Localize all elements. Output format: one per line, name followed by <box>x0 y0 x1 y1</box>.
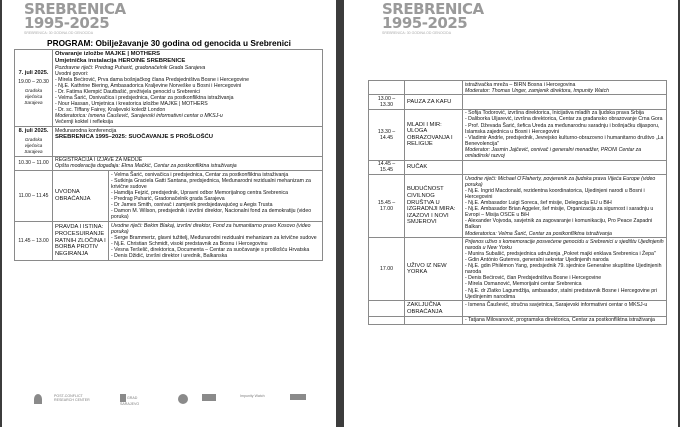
cell-place: Gradska vijećnica Sarajeva <box>24 136 43 154</box>
schedule-time-cell: 13.30 – 14.45 <box>369 109 405 160</box>
session-details-cell <box>463 95 667 109</box>
schedule-line: - Nj.E. Ambasador Luigi Soreca, šef misije, Delegacija EU u BiH <box>465 200 612 207</box>
schedule-row <box>15 50 323 127</box>
schedule-line: - Tatjana Milovanović, programska direktorica, Centar za postkonfliktna istraživanja <box>465 317 655 324</box>
schedule-row <box>369 301 667 316</box>
schedule-time-cell <box>15 156 53 170</box>
schedule-line: - Denis Bećirović, član Predsjedništva Bosne i Hercegovine <box>465 275 602 282</box>
schedule-line: - Dr. Fatima Klempić Dautbašić, preživjela genocid u Srebrenici <box>55 88 201 95</box>
sarajevo-city-logo <box>120 394 150 406</box>
schedule-line: - Hamdija Fejzić, predsjednik, Upravni odbor Memorijalnog centra Srebrenica <box>111 189 289 196</box>
session-title-cell: RUČAK <box>405 160 463 174</box>
schedule-line: SREBRENICA 1995–2025: SUOČAVANJE S PROŠLOŠĆU <box>55 133 214 140</box>
cell-time: 11.00 – 11.45 <box>18 192 49 199</box>
schedule-line: - Nj.E. gdin Philémon Yang, predsjednik 79. sjednice Generalne skupštine Ujedinjenih naroda <box>465 263 662 276</box>
ned-logo <box>202 394 216 401</box>
document-page-1 <box>2 0 336 427</box>
schedule-table-day-one <box>14 49 323 261</box>
schedule-row <box>369 238 667 301</box>
logo-label: Impunity Watch <box>240 394 265 398</box>
schedule-line: Moderatorica: Ismena Čaušević, Sarajevski informativni centar o MKSJ-u <box>55 113 223 120</box>
logo-line-1: SREBRENICA <box>382 0 484 18</box>
schedule-row <box>369 95 667 109</box>
cell-time: 10.30 – 11.00 <box>18 160 49 167</box>
balkans-logo <box>290 394 306 400</box>
schedule-line: Umjetnička instalacija HEROINE SREBRENICE <box>55 57 186 64</box>
document-page-2 <box>344 0 678 427</box>
schedule-time-cell: 14.45 – 15.45 <box>369 160 405 174</box>
schedule-line: Moderatorica: Velma Šarić, Centar za postkonfliktna istraživanja <box>465 230 612 237</box>
session-details-cell <box>53 127 323 157</box>
session-details-cell <box>463 175 667 238</box>
schedule-line: - Ismena Čaušević, stručna savjetnica, Sarajevski informativni centar o MKSJ-u <box>465 301 648 308</box>
schedule-row <box>369 160 667 174</box>
cell-time: 11.45 – 13.00 <box>18 237 49 244</box>
schedule-time-cell: 13.00 – 13.30 <box>369 95 405 109</box>
session-title-cell <box>405 81 463 95</box>
schedule-line: Uvodne riječi: Bekim Blakaj, izvršni direktor, Fond za humanitarno pravo Kosovo (video poruka) <box>111 222 311 235</box>
schedule-line: Međunarodna konferencija <box>55 127 117 134</box>
schedule-row <box>15 222 323 261</box>
schedule-line: - Predrag Puharić, Gradonačelnik grada Sarajeva <box>111 196 225 203</box>
schedule-line: istraživačka mreža – BIRN Bosna i Hercegovina <box>465 81 576 88</box>
session-details-cell <box>53 156 323 170</box>
schedule-line: - Nj.E. Ambasador Brian Aggeler, šef misije, Organizacija za sigurnost i saradnju u Evropi – Misija OSCE u BiH <box>465 206 654 219</box>
schedule-row <box>15 127 323 157</box>
session-details-cell <box>463 81 667 95</box>
footer-logos <box>28 394 318 410</box>
session-title-cell: UVODNA OBRAĆANJA <box>53 171 109 222</box>
session-details-cell <box>463 238 667 301</box>
srebrenica-logo <box>24 2 126 35</box>
schedule-line: Otvaranje izložbe MAJKE | MOTHERS <box>55 50 161 57</box>
session-details-cell <box>463 316 667 324</box>
srebrenica-logo <box>382 2 484 35</box>
schedule-row <box>15 156 323 170</box>
schedule-time-cell <box>15 222 53 261</box>
schedule-time-cell <box>15 171 53 222</box>
session-details-cell <box>109 171 323 222</box>
session-title-cell <box>405 316 463 324</box>
session-title-cell: ZAKLJUČNA OBRAĆANJA <box>405 301 463 316</box>
schedule-line: - Damon M. Wilson, predsjednik i izvršni direktor, Nacionalni fond za demokratiju (video poruka) <box>111 208 312 221</box>
schedule-line: - Nj.E. Ingrid Macdonald, rezidentna koordinatorica, Ujedinjeni narodi u Bosni i Hercegovini <box>465 187 645 200</box>
logo-tagline: SREBRENICA: 30 GODINA OD GENOCIDA <box>382 31 452 35</box>
schedule-line: - Nour Hassan, Umjetnica i kreatorica izložbe MAJKE | MOTHERS <box>55 101 208 108</box>
schedule-time-cell: 17.00 <box>369 238 405 301</box>
schedule-line: - Vladimir Andrle, predsjednik, Jevrejsko kulturno-obrazovno i humanitarno društvo „La Benevolencija" <box>465 134 664 147</box>
schedule-row <box>369 175 667 238</box>
schedule-row <box>15 171 323 222</box>
schedule-line: - Nj.E. Christian Schmidt, visoki predstavnik za Bosnu i Hercegovinu <box>111 240 268 247</box>
schedule-line: - Mirela Bećirović, Prva dama bošnjačkog člana Predsjedništva Bosne i Hercegovine <box>55 76 250 83</box>
schedule-row <box>369 109 667 160</box>
schedule-line: - Nj.E. Kathrine Biering, Ambasadorica Kraljevine Norveške u Bosni i Hercegovini <box>55 82 242 89</box>
schedule-table-continued <box>368 80 667 325</box>
schedule-line: REGISTRACIJA I IZJAVE ZA MEDIJE <box>55 157 143 164</box>
schedule-line: - Serge Brammertz, glavni tužitelj, Međunarodni rezidualni mehanizam za krivične sudove <box>111 234 317 241</box>
memorial-center-logo <box>34 394 42 404</box>
session-details-cell <box>109 222 323 261</box>
schedule-line: Uvodni govori: <box>55 70 89 77</box>
session-title-cell: PAUZA ZA KAFU <box>405 95 463 109</box>
schedule-line: - Dr. sc. Tiffany Fairey, Kraljevski koledž London <box>55 107 166 114</box>
cell-time: 19.00 – 20.30 <box>18 78 49 85</box>
schedule-line: - Daliborka Uljarević, izvršna direktorica, Centar za građansko obrazovanje Crna Gora <box>465 116 663 123</box>
schedule-line: - Denis Džidić, izvršni direktor i urednik, Balkanska <box>111 253 228 260</box>
schedule-line: - Sofija Todorović, izvršna direktorica, Inicijativa mladih za ljudska prava Srbija <box>465 110 644 117</box>
session-title-cell: MLADI I MIR: ULOGA OBRAZOVANJA I RELIGIJE <box>405 109 463 160</box>
schedule-time-cell <box>15 50 53 127</box>
schedule-line: - Gdin António Guterres, generalni sekretar Ujedinjenih naroda <box>465 257 609 264</box>
schedule-time-cell <box>369 81 405 95</box>
impunity-watch-logo <box>240 394 276 398</box>
cell-date: 7. juli 2025. <box>18 69 49 76</box>
schedule-time-cell <box>369 316 405 324</box>
schedule-line: Uvodne riječi: Michael O'Flaherty, povjerenik za ljudska prava Vijeća Europe (video poruka) <box>465 175 656 188</box>
session-title-cell: BUDUĆNOST CIVILNOG DRUŠTVA U IZGRADNJI MIRA: IZAZOVI I NOVI SMJEROVI <box>405 175 463 238</box>
schedule-line: Pozdravne riječi: Predrag Puharić, gradonačelnik Grada Sarajeva <box>55 64 206 71</box>
schedule-line: - Munira Subašić, predsjednica udruženja „Pokret majki enklava Srebrenica i Žepa" <box>465 250 656 257</box>
schedule-line: - Velma Šarić, Osnivačica i predsjednica, Centar za postkonfliktna istraživanja <box>55 95 234 102</box>
schedule-line: Moderator: Jasmin Jajčević, osnivač i generalni menadžer, PRONI Centar za omladinski razvoj <box>465 146 642 159</box>
schedule-time-cell <box>369 301 405 316</box>
schedule-time-cell <box>15 127 53 157</box>
program-title: PROGRAM: Obilježavanje 30 godina od genocida u Srebrenici <box>47 38 291 48</box>
session-details-cell <box>463 301 667 316</box>
schedule-row <box>369 81 667 95</box>
cell-place: Gradska vijećnica Sarajeva <box>24 88 43 106</box>
logo-label: GRAD SARAJEVO <box>120 395 140 406</box>
schedule-time-cell: 15.45 – 17.00 <box>369 175 405 238</box>
session-details-cell <box>463 160 667 174</box>
schedule-line: - Prof. Dževada Šarić, šefica Ureda za međunarodnu saradnju i bošnjačku dijasporu, Islamska zajednica u Bosni i Hercegovini <box>465 122 660 135</box>
logo-line-2: 1995-2025 <box>382 14 468 32</box>
schedule-line: - Sutkinja Graciela Gatti Santana, predsjednica, Međunarodni rezidualni mehanizam za krivične sudove <box>111 177 311 190</box>
logo-label: POST-CONFLICT RESEARCH CENTER <box>54 394 90 402</box>
logo-line-2: 1995-2025 <box>24 14 110 32</box>
session-title-cell: UŽIVO IZ NEW YORKA <box>405 238 463 301</box>
session-title-cell: PRAVDA I ISTINA: PROCESUIRANJE RATNIH ZLOČINA I BORBA PROTIV NEGIRANJA <box>53 222 109 261</box>
session-details-cell <box>53 50 323 127</box>
schedule-line: - Velma Šarić, osnivačica i predsjednica, Centar za postkonfliktna istraživanja <box>111 171 289 178</box>
schedule-line: Moderator: Thomas Unger, zamjenik direktora, Impunity Watch <box>465 87 610 94</box>
schedule-line: - Dr James Smith, osnivač i zamjenik predsjedavajućeg u Aegis Trusta <box>111 202 273 209</box>
session-details-cell <box>463 109 667 160</box>
schedule-line: Večernji koktel i refleksija <box>55 119 113 126</box>
schedule-line: - Vesna Teršelič, direktorica, Documenta – Centar za suočavanje s prošlošću Hrvatska <box>111 246 310 253</box>
logo-line-1: SREBRENICA <box>24 0 126 18</box>
post-conflict-research-logo <box>54 394 94 402</box>
schedule-line: Opšta moderacija događaja: Elma Mačkić, Centar za postkonfliktna istraživanja <box>55 163 237 170</box>
schedule-line: - Alexander Vojvoda, savjetnik za zagovaranje i komunikaciju, Pro Peace Zapadni Balkan <box>465 218 653 231</box>
schedule-line: Prijenos uživo s komemoracije posvećene genocidu u Srebrenici u sjedištu Ujedinjenih naroda u New Yorku <box>465 238 664 251</box>
logo-tagline: SREBRENICA: 30 GODINA OD GENOCIDA <box>24 31 94 35</box>
schedule-line: - Mirela Osmanović, Memorijalni centar Srebrenica <box>465 281 582 288</box>
un-logo <box>178 394 188 404</box>
schedule-line: - Nj.E. dr Zlatko Lagumdžija, ambasador, stalni predstavnik Bosne i Hercegovine pri Ujedinjenim narodima <box>465 287 658 300</box>
schedule-row <box>369 316 667 324</box>
cell-date: 8. juli 2025. <box>18 127 49 134</box>
